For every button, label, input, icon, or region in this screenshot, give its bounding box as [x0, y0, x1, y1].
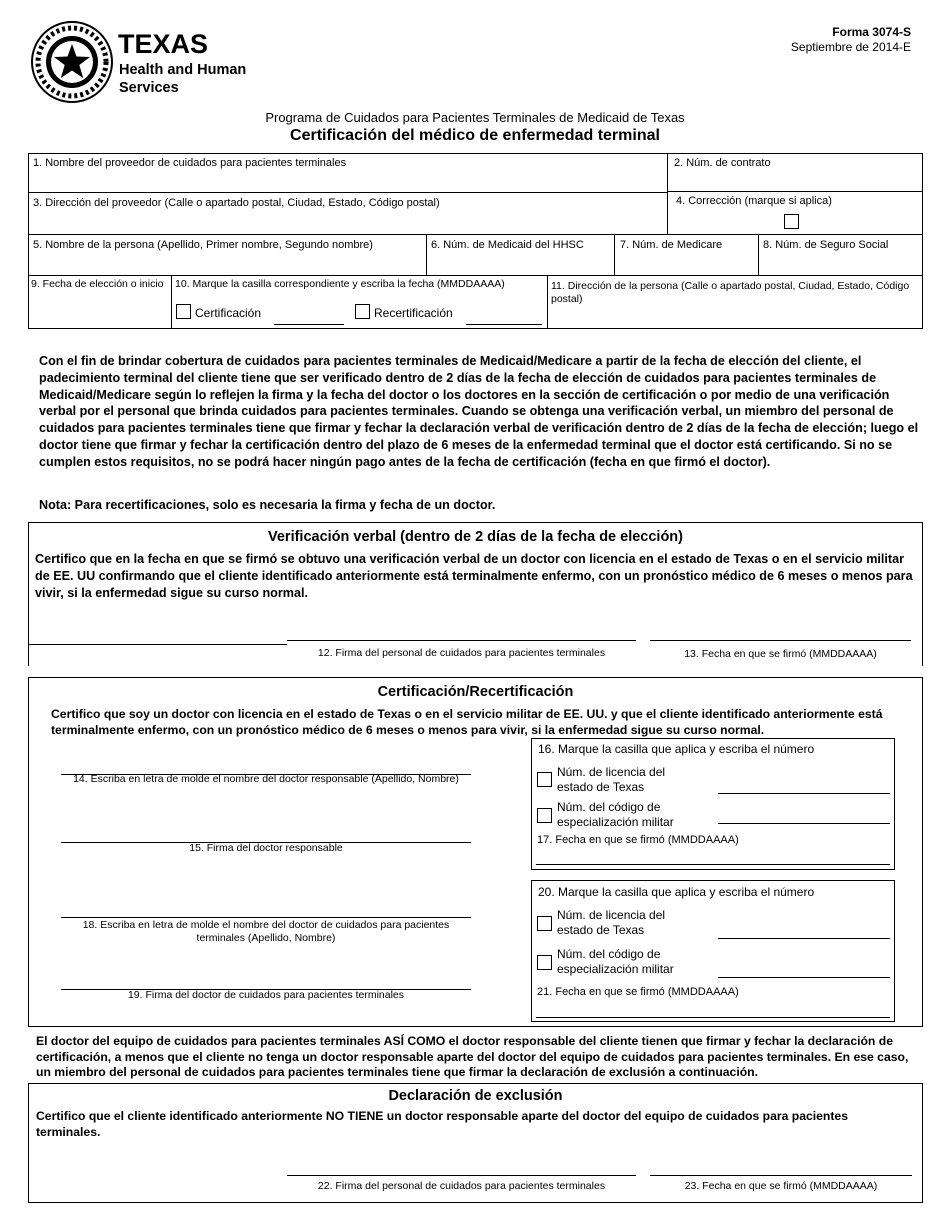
field-correction — [667, 191, 923, 235]
texas-seal-icon — [30, 20, 114, 104]
verbal-bottom-border-left — [28, 644, 287, 645]
license-box-hospice — [531, 880, 895, 1022]
field-1-label: 1. Nombre del proveedor de cuidados para pacientes terminales — [33, 157, 347, 169]
military-code-checkbox-20[interactable] — [537, 955, 552, 970]
signed-date-line-21[interactable] — [536, 1017, 890, 1018]
military-code-number-line-20[interactable] — [718, 977, 890, 978]
field-17-label: 17. Fecha en que se firmó (MMDDAAAA) — [537, 834, 739, 846]
military-code-label-20b: especialización militar — [557, 962, 674, 976]
field-18-caption-line-1: 18. Escriba en letra de molde el nombre del doctor de cuidados para pacientes — [82, 919, 450, 931]
field-22-caption: 22. Firma del personal de cuidados para pacientes terminales — [317, 1180, 606, 1192]
field-8-label: 8. Núm. de Seguro Social — [763, 239, 889, 251]
field-contract-number[interactable] — [667, 153, 923, 192]
military-code-label-16a: Núm. del código de — [557, 800, 661, 814]
field-23-caption: 23. Fecha en que se firmó (MMDDAAAA) — [684, 1180, 878, 1192]
texas-license-checkbox-16[interactable] — [537, 772, 552, 787]
military-code-number-line-16[interactable] — [718, 823, 890, 824]
field-18-caption-line-2: terminales (Apellido, Nombre) — [196, 932, 336, 944]
staff-signature-line[interactable] — [287, 640, 636, 641]
signed-date-line-17[interactable] — [536, 864, 890, 865]
signed-date-line[interactable] — [650, 640, 911, 641]
military-code-label-16b: especialización militar — [557, 815, 674, 829]
hhs-logo — [30, 20, 250, 105]
form-number: Forma 3074-S — [832, 25, 911, 39]
logo-line-2: Health and Human — [119, 62, 247, 78]
texas-license-label-16a: Núm. de licencia del — [557, 765, 666, 779]
field-provider-address[interactable] — [28, 192, 668, 235]
field-15-caption: 15. Firma del doctor responsable — [189, 842, 343, 854]
field-11-label: 11. Dirección de la persona (Calle o apartado postal, Ciudad, Estado, Código postal) — [551, 280, 910, 305]
certification-checkbox[interactable] — [176, 304, 191, 319]
exclusion-section — [28, 1083, 923, 1203]
field-4-label: 4. Corrección (marque si aplica) — [676, 195, 832, 207]
certification-text: Certifico que soy un doctor con licencia en el estado de Texas o en el servicio militar de EE. UU. y que el cliente identificado anteriormente está terminalmente enfermo, con un pronóstico médico de 6 meses o menos para vivir, si la enfermedad sigue su curso normal. — [51, 707, 883, 737]
recertification-label: Recertificación — [374, 306, 453, 320]
field-6-label: 6. Núm. de Medicaid del HHSC — [431, 239, 584, 251]
verbal-title: Verificación verbal (dentro de 2 días de la fecha de elección) — [267, 529, 683, 545]
military-code-label-20a: Núm. del código de — [557, 947, 661, 961]
form-date: Septiembre de 2014-E — [790, 40, 911, 54]
requirement-paragraph: El doctor del equipo de cuidados para pacientes terminales ASÍ COMO el doctor responsable del cliente tienen que firmar y fechar la declaración de certificación, a menos que el cliente no tenga un doctor responsable aparte del doctor del equipo de cuidados para pacientes terminales. En ese caso, un miembro del personal de cuidados para pacientes terminales tiene que firmar la declaración de exclusión a continuación. — [36, 1034, 909, 1079]
certification-title: Certificación/Recertificación — [377, 684, 574, 700]
field-5-label: 5. Nombre de la persona (Apellido, Primer nombre, Segundo nombre) — [33, 239, 373, 251]
field-21-label: 21. Fecha en que se firmó (MMDDAAAA) — [537, 986, 739, 998]
intro-note: Nota: Para recertificaciones, solo es necesaria la firma y fecha de un doctor. — [39, 498, 496, 512]
texas-license-label-20a: Núm. de licencia del — [557, 908, 666, 922]
field-14-caption: 14. Escriba en letra de molde el nombre del doctor responsable (Apellido, Nombre) — [73, 773, 459, 785]
logo-line-3: Services — [119, 80, 179, 96]
field-20-label: 20. Marque la casilla que aplica y escriba el número — [538, 885, 815, 899]
recertification-checkbox[interactable] — [355, 304, 370, 319]
exclusion-title: Declaración de exclusión — [388, 1088, 563, 1104]
certification-label: Certificación — [195, 306, 262, 320]
field-10-label: 10. Marque la casilla correspondiente y escriba la fecha (MMDDAAAA) — [175, 278, 505, 290]
logo-word: TEXAS — [118, 29, 209, 59]
hospice-doctor-name-line[interactable] — [61, 917, 471, 918]
exclusion-text: Certifico que el cliente identificado anteriormente NO TIENE un doctor responsable aparte del doctor del equipo de cuidados para pacientes terminales. — [36, 1109, 848, 1139]
exclusion-date-line[interactable] — [650, 1175, 912, 1176]
field-12-caption: 12. Firma del personal de cuidados para pacientes terminales — [317, 647, 606, 659]
military-code-checkbox-16[interactable] — [537, 808, 552, 823]
certification-section — [28, 677, 923, 1027]
recertification-date-line[interactable] — [466, 324, 542, 325]
exclusion-signature-line[interactable] — [287, 1175, 636, 1176]
page-title: Certificación del médico de enfermedad terminal — [290, 127, 660, 144]
license-box-responsible — [531, 738, 895, 870]
field-provider-name[interactable] — [28, 153, 668, 193]
field-9-label: 9. Fecha de elección o inicio — [31, 278, 164, 290]
field-19-caption: 19. Firma del doctor de cuidados para pacientes terminales — [127, 989, 405, 1001]
field-election-date[interactable] — [28, 275, 172, 329]
texas-license-number-line-20[interactable] — [718, 938, 890, 939]
field-2-label: 2. Núm. de contrato — [674, 157, 771, 169]
field-16-label: 16. Marque la casilla que aplica y escriba el número — [538, 742, 815, 756]
texas-license-label-16b: estado de Texas — [557, 780, 645, 794]
field-ssn[interactable] — [758, 234, 923, 276]
field-medicare-number[interactable] — [614, 234, 759, 276]
texas-license-label-20b: estado de Texas — [557, 923, 645, 937]
program-name: Programa de Cuidados para Pacientes Terminales de Medicaid de Texas — [265, 110, 685, 125]
intro-paragraph: Con el fin de brindar cobertura de cuidados para pacientes terminales de Medicaid/Medicare a partir de la fecha de elección del cliente, el padecimiento terminal del cliente tiene que ser verificado dentro de 2 días de la fecha de elección de cuidados para pacientes terminales de Medicaid/Medicare según lo reflejen la firma y la fecha del doctor o los doctores en la sección de certificación o por medio de una verificación verbal por el personal que brinda cuidados para pacientes terminales. Cuando se obtenga una verificación verbal, un miembro del personal de cuidados para pacientes terminales tiene que firmar y fechar la declaración verbal de verificación dentro de 2 días de la fecha de elección; luego el doctor tiene que firmar y fechar la certificación dentro del plazo de 6 meses de la enfermedad terminal que el doctor está certificando. Si no se cumplen estos requisitos, no se podrá hacer ningún pago antes de la fecha de certificación (fecha en que firmó el doctor). — [39, 354, 919, 469]
verbal-text: Certifico que en la fecha en que se firmó se obtuvo una verificación verbal de un doctor con licencia en el estado de Texas o en el servicio militar de EE. UU confirmando que el cliente identificado anteriormente está terminalmente enfermo, con un pronóstico médico de 6 meses o menos para vivir, si la enfermedad sigue su curso normal. — [35, 552, 913, 600]
field-person-name[interactable] — [28, 234, 427, 276]
field-3-label: 3. Dirección del proveedor (Calle o apartado postal, Ciudad, Estado, Código postal) — [33, 197, 440, 209]
texas-license-checkbox-20[interactable] — [537, 916, 552, 931]
field-medicaid-number[interactable] — [426, 234, 615, 276]
field-13-caption: 13. Fecha en que se firmó (MMDDAAAA) — [684, 648, 877, 660]
certification-date-line[interactable] — [274, 324, 344, 325]
field-person-address[interactable] — [547, 275, 923, 329]
texas-license-number-line-16[interactable] — [718, 793, 890, 794]
field-cert-type — [171, 275, 548, 329]
field-7-label: 7. Núm. de Medicare — [620, 239, 723, 251]
correction-checkbox[interactable] — [784, 214, 799, 229]
